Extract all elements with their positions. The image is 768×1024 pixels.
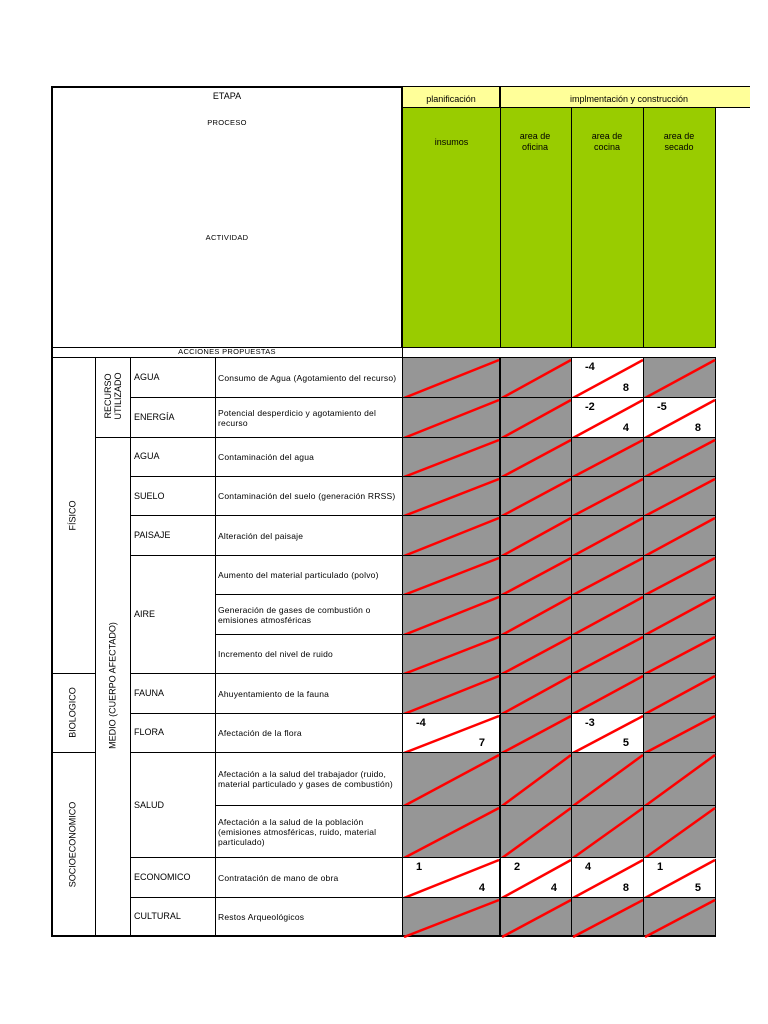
red-diagonal-line: [502, 440, 571, 477]
magnitude-value: 1: [416, 861, 423, 873]
diagonal-slash: [644, 898, 717, 938]
red-diagonal-line: [404, 479, 499, 516]
diagonal-slash: [644, 358, 717, 399]
magnitude-value: -2: [585, 401, 595, 413]
diagonal-slash: [403, 674, 501, 715]
diagonal-slash: [501, 898, 573, 938]
importance-value: 4: [550, 882, 557, 894]
empty-matrix-cell: [500, 357, 572, 398]
impact-text: Afectación a la salud de la población (emisiones atmosféricas, ruido, material particulado): [218, 816, 377, 847]
magnitude-value: 1: [657, 861, 664, 873]
diagonal-slash: [572, 898, 645, 938]
magnitude-value: 4: [585, 861, 592, 873]
empty-matrix-cell: [643, 437, 716, 477]
diagonal-slash: [403, 477, 501, 517]
red-diagonal-line: [645, 479, 715, 516]
red-diagonal-line: [404, 360, 499, 398]
diagonal-slash: [572, 806, 645, 859]
empty-matrix-cell: [500, 805, 572, 858]
empty-matrix-cell: [500, 437, 572, 477]
empty-matrix-cell: [500, 897, 572, 937]
empty-matrix-cell: [402, 752, 500, 806]
empty-matrix-cell: [571, 752, 644, 806]
diagonal-slash: [501, 556, 573, 596]
empty-matrix-cell: [402, 805, 500, 858]
factor-aire: AIRE: [134, 609, 156, 619]
diagonal-slash: [501, 595, 573, 636]
empty-matrix-cell: [571, 476, 644, 516]
implementacion-label: implmentación y construcción: [570, 94, 689, 104]
red-diagonal-line: [404, 900, 499, 937]
red-diagonal-line: [502, 479, 571, 516]
impact-text: Consumo de Agua (Agotamiento del recurso): [218, 372, 397, 383]
importance-value: 8: [622, 882, 629, 894]
red-diagonal-line: [404, 558, 499, 595]
red-diagonal-line: [502, 676, 571, 714]
empty-matrix-cell: [500, 713, 572, 753]
impact-text: Afectación de la flora: [218, 728, 302, 738]
diagonal-slash: [644, 516, 717, 557]
empty-matrix-cell: [571, 437, 644, 477]
empty-matrix-cell: [643, 673, 716, 714]
empty-matrix-cell: [500, 752, 572, 806]
impact-score-cell: [500, 857, 572, 898]
diagonal-slash: [572, 674, 645, 715]
empty-matrix-cell: [402, 555, 500, 595]
empty-matrix-cell: [643, 555, 716, 595]
empty-matrix-cell: [571, 897, 644, 937]
diagonal-slash: [403, 595, 501, 636]
impact-text: Contaminación del agua: [218, 452, 315, 462]
empty-matrix-cell: [402, 897, 500, 937]
red-diagonal-line: [502, 400, 571, 438]
magnitude-value: 2: [514, 861, 521, 873]
red-diagonal-line: [404, 518, 499, 556]
red-diagonal-line: [502, 637, 571, 674]
diagonal-slash: [644, 806, 717, 859]
actividad-label: ACTIVIDAD: [205, 233, 249, 242]
diagonal-slash: [644, 398, 717, 439]
diagonal-slash: [644, 556, 717, 596]
red-diagonal-line: [573, 900, 643, 937]
red-diagonal-line: [573, 808, 643, 858]
magnitude-value: -4: [416, 717, 426, 729]
empty-matrix-cell: [643, 476, 716, 516]
diagonal-slash: [403, 753, 501, 807]
impact-text: Incremento del nivel de ruido: [218, 649, 333, 659]
empty-matrix-cell: [500, 673, 572, 714]
red-diagonal-line: [645, 900, 715, 937]
impact-text: Aumento del material particulado (polvo): [218, 570, 379, 580]
diagonal-slash: [644, 438, 717, 478]
diagonal-slash: [403, 556, 501, 596]
diagonal-slash: [501, 858, 573, 899]
factor-cultural: CULTURAL: [134, 911, 181, 921]
diagonal-slash: [644, 477, 717, 517]
empty-matrix-cell: [402, 437, 500, 477]
red-diagonal-line: [573, 637, 643, 674]
diagonal-slash: [572, 858, 645, 899]
empty-matrix-cell: [643, 357, 716, 398]
factor-energia: ENERGÍA: [134, 412, 175, 422]
red-diagonal-line: [573, 440, 643, 477]
red-diagonal-line: [573, 479, 643, 516]
red-diagonal-line: [645, 637, 715, 674]
empty-matrix-cell: [500, 555, 572, 595]
factor-fauna: FAUNA: [134, 688, 165, 698]
diagonal-slash: [572, 556, 645, 596]
empty-matrix-cell: [402, 476, 500, 516]
group-biologico-label: BIOLOGICO: [67, 687, 78, 738]
empty-matrix-cell: [402, 397, 500, 438]
empty-matrix-cell: [643, 634, 716, 674]
diagonal-slash: [501, 398, 573, 439]
red-diagonal-line: [502, 518, 571, 556]
diagonal-slash: [501, 753, 573, 807]
diagonal-slash: [403, 516, 501, 557]
red-diagonal-line: [573, 676, 643, 714]
impact-text: Generación de gases de combustión o emisiones atmosféricas: [218, 604, 371, 625]
diagonal-slash: [403, 438, 501, 478]
red-diagonal-line: [645, 558, 715, 595]
empty-matrix-cell: [402, 515, 500, 556]
diagonal-slash: [572, 477, 645, 517]
diagonal-slash: [644, 595, 717, 636]
diagonal-slash: [403, 398, 501, 439]
red-diagonal-line: [645, 440, 715, 477]
diagonal-slash: [644, 674, 717, 715]
diagonal-slash: [501, 806, 573, 859]
impact-score-cell: [571, 357, 644, 398]
red-diagonal-line: [645, 755, 715, 806]
acciones-label: ACCIONES PROPUESTAS: [178, 347, 276, 356]
diagonal-slash: [501, 477, 573, 517]
impact-score-cell: [643, 857, 716, 898]
importance-value: 4: [478, 882, 485, 894]
impact-score-cell: [571, 713, 644, 753]
empty-matrix-cell: [571, 594, 644, 635]
recurso-label: [103, 351, 123, 441]
impact-score-cell: [643, 397, 716, 438]
diagonal-slash: [644, 858, 717, 899]
diagonal-slash: [501, 714, 573, 754]
red-diagonal-line: [502, 808, 571, 858]
factor-suelo: SUELO: [134, 491, 165, 501]
activity-label-oficina: area de oficina: [519, 131, 551, 152]
diagonal-slash: [501, 516, 573, 557]
diagonal-slash: [403, 806, 501, 859]
factor-salud: SALUD: [134, 800, 165, 810]
empty-matrix-cell: [500, 397, 572, 438]
importance-value: 8: [622, 382, 629, 394]
empty-matrix-cell: [402, 357, 500, 398]
importance-value: 8: [694, 422, 701, 434]
empty-matrix-cell: [643, 713, 716, 753]
activity-label-insumos: insumos: [434, 137, 469, 147]
impact-score-cell: [571, 857, 644, 898]
empty-matrix-cell: [643, 897, 716, 937]
empty-matrix-cell: [571, 805, 644, 858]
diagonal-slash: [501, 358, 573, 399]
red-diagonal-line: [645, 518, 715, 556]
diagonal-slash: [572, 358, 645, 399]
impact-text: Alteración del paisaje: [218, 530, 304, 541]
diagonal-slash: [403, 635, 501, 675]
empty-matrix-cell: [643, 594, 716, 635]
red-diagonal-line: [404, 400, 499, 438]
empty-matrix-cell: [571, 515, 644, 556]
diagonal-slash: [403, 358, 501, 399]
diagonal-slash: [501, 438, 573, 478]
diagonal-slash: [572, 753, 645, 807]
empty-matrix-cell: [402, 634, 500, 674]
importance-value: 4: [622, 422, 629, 434]
diagonal-slash: [644, 714, 717, 754]
factor-flora: FLORA: [134, 727, 165, 737]
magnitude-value: -5: [657, 401, 667, 413]
red-diagonal-line: [573, 597, 643, 635]
group-socio-label: SOCIOECONOMICO: [67, 801, 78, 888]
red-diagonal-line: [645, 597, 715, 635]
magnitude-value: -4: [585, 361, 595, 373]
empty-matrix-cell: [643, 752, 716, 806]
empty-matrix-cell: [643, 805, 716, 858]
red-diagonal-line: [404, 676, 499, 714]
factor-agua1: AGUA: [134, 372, 160, 382]
medio-label: MEDIO (CUERPO AFECTADO): [107, 622, 118, 749]
diagonal-slash: [572, 398, 645, 439]
impact-text: Afectación a la salud del trabajador (ruido, material particulado y gases de combustión): [218, 769, 393, 789]
empty-matrix-cell: [643, 515, 716, 556]
diagonal-slash: [501, 674, 573, 715]
red-diagonal-line: [502, 716, 571, 753]
red-diagonal-line: [645, 360, 715, 398]
empty-matrix-cell: [571, 555, 644, 595]
diagonal-slash: [644, 753, 717, 807]
red-diagonal-line: [404, 597, 499, 635]
importance-value: 5: [622, 737, 629, 749]
importance-value: 7: [478, 737, 485, 749]
impact-text: Potencial desperdicio y agotamiento del recurso: [218, 407, 377, 428]
activity-label-cocina: area de cocina: [591, 131, 623, 152]
red-diagonal-line: [404, 440, 499, 477]
group-fisico-label: FÍSICO: [67, 500, 78, 531]
etapa-label: ETAPA: [212, 91, 242, 101]
red-diagonal-line: [645, 808, 715, 858]
magnitude-value: -3: [585, 717, 595, 729]
factor-economico: ECONOMICO: [134, 872, 191, 882]
diagonal-slash: [644, 635, 717, 675]
red-diagonal-line: [573, 558, 643, 595]
impact-score-cell: [402, 857, 500, 898]
red-diagonal-line: [502, 900, 571, 937]
impact-score-cell: [402, 713, 500, 753]
diagonal-slash: [403, 898, 501, 938]
red-diagonal-line: [502, 558, 571, 595]
impact-text: Contaminación del suelo (generación RRSS): [218, 491, 396, 501]
impact-score-cell: [571, 397, 644, 438]
empty-matrix-cell: [402, 594, 500, 635]
impact-text: Contratación de mano de obra: [218, 872, 339, 883]
red-diagonal-line: [573, 518, 643, 556]
empty-matrix-cell: [500, 476, 572, 516]
red-diagonal-line: [573, 755, 643, 806]
impact-text: Ahuyentamiento de la fauna: [218, 688, 330, 699]
red-diagonal-line: [404, 755, 499, 806]
diagonal-slash: [572, 714, 645, 754]
red-diagonal-line: [645, 676, 715, 714]
impact-text: Restos Arqueológicos: [218, 912, 305, 922]
diagonal-slash: [501, 635, 573, 675]
empty-matrix-cell: [571, 673, 644, 714]
red-diagonal-line: [404, 808, 499, 858]
empty-matrix-cell: [402, 673, 500, 714]
diagonal-slash: [572, 595, 645, 636]
factor-paisaje: PAISAJE: [134, 530, 171, 540]
red-diagonal-line: [502, 597, 571, 635]
activity-label-secado: area de secado: [663, 131, 695, 152]
red-diagonal-line: [404, 637, 499, 674]
diagonal-slash: [572, 438, 645, 478]
diagonal-slash: [572, 635, 645, 675]
red-diagonal-line: [502, 360, 571, 398]
red-diagonal-line: [502, 755, 571, 806]
empty-matrix-cell: [500, 634, 572, 674]
empty-matrix-cell: [500, 515, 572, 556]
proceso-label: PROCESO: [207, 118, 247, 127]
recurso-text: RECURSO UTILIZADO: [103, 372, 123, 420]
red-diagonal-line: [645, 716, 715, 753]
importance-value: 5: [694, 882, 701, 894]
diagonal-slash: [572, 516, 645, 557]
factor-agua2: AGUA: [134, 451, 160, 461]
empty-matrix-cell: [500, 594, 572, 635]
planificacion-label: planificación: [426, 94, 476, 104]
empty-matrix-cell: [571, 634, 644, 674]
